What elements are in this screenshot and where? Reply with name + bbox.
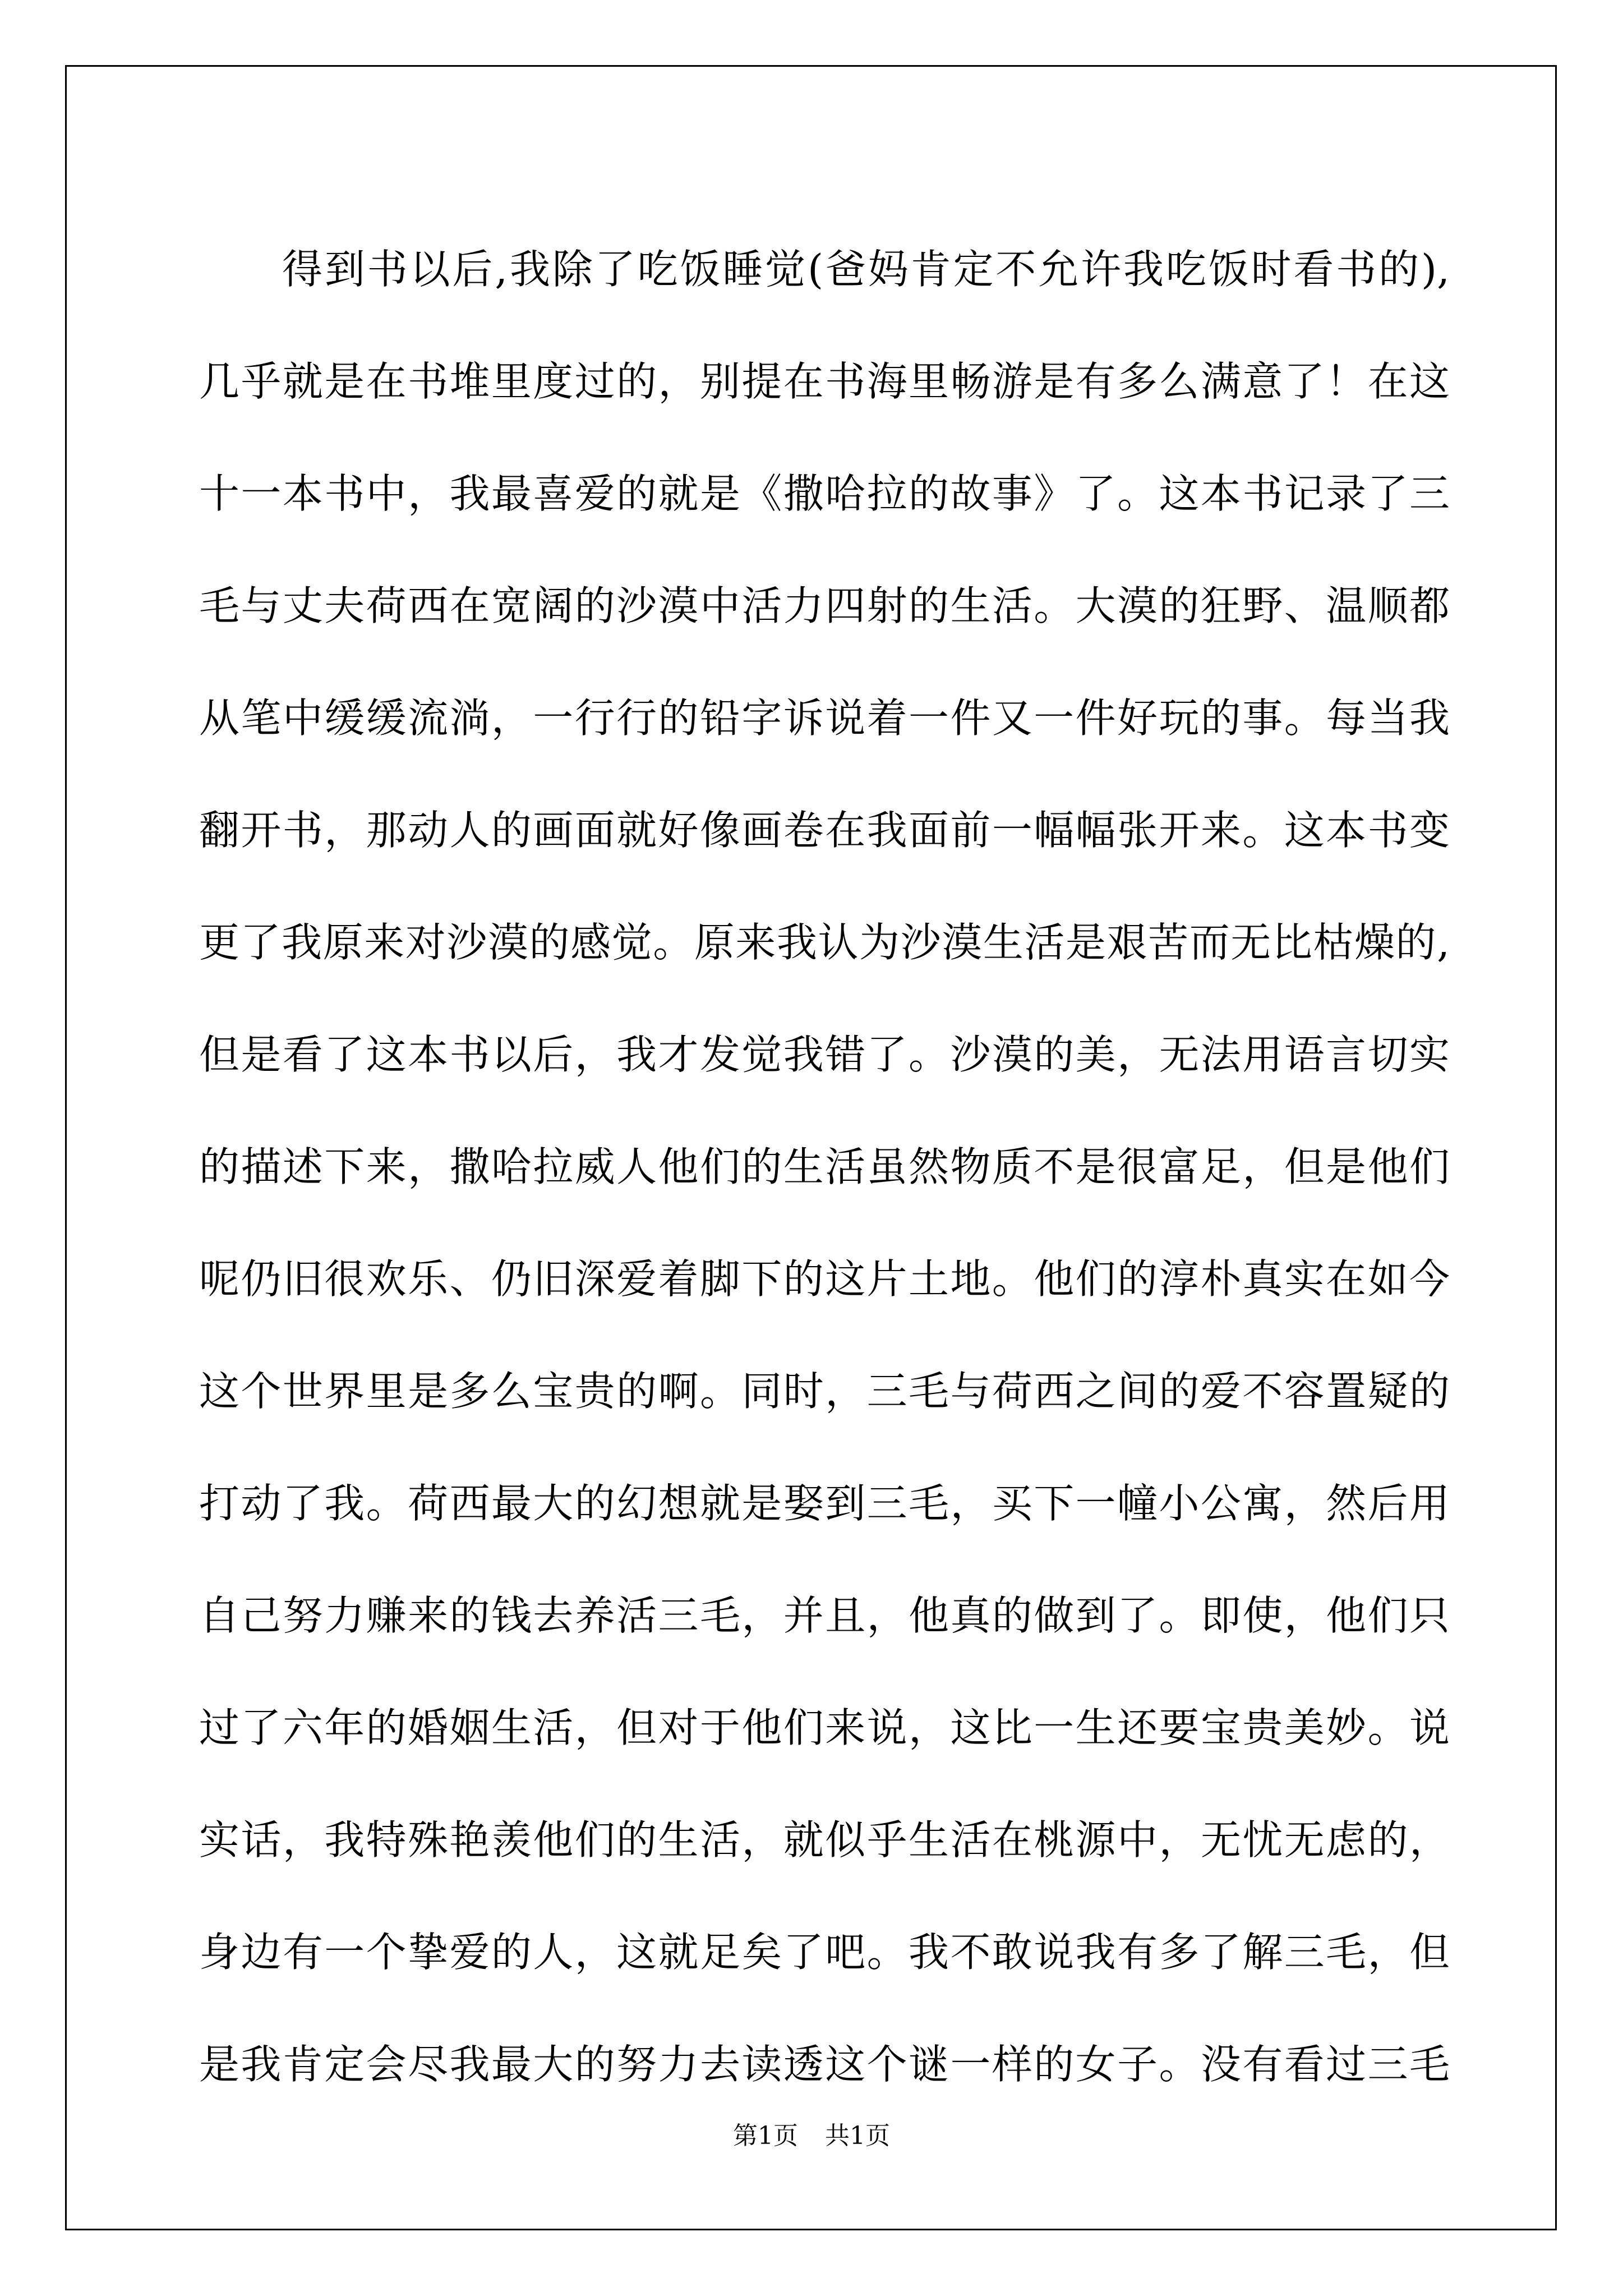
paragraph-line: 从笔中缓缓流淌，一行行的铅字诉说着一件又一件好玩的事。每当我 — [199, 694, 1450, 742]
paragraph-line: 十一本书中，我最喜爱的就是《撒哈拉的故事》了。这本书记录了三 — [199, 470, 1450, 517]
paragraph-line: 身边有一个挚爱的人，这就足矣了吧。我不敢说我有多了解三毛，但 — [199, 1929, 1450, 1976]
paragraph-line: 得到书以后,我除了吃饭睡觉(爸妈肯定不允许我吃饭时看书的), — [282, 246, 1450, 293]
paragraph-line: 翻开书，那动人的画面就好像画卷在我面前一幅幅张开来。这本书变 — [199, 807, 1450, 854]
page-footer — [0, 2119, 1623, 2153]
paragraph-line: 实话，我特殊艳羡他们的生活，就似乎生活在桃源中，无忧无虑的， — [199, 1816, 1450, 1864]
paragraph-line: 几乎就是在书堆里度过的，别提在书海里畅游是有多么满意了！在这 — [199, 358, 1450, 405]
paragraph-line: 这个世界里是多么宝贵的啊。同时，三毛与荷西之间的爱不容置疑的 — [199, 1368, 1450, 1415]
paragraph-line: 的描述下来，撒哈拉威人他们的生活虽然物质不是很富足，但是他们 — [199, 1143, 1450, 1190]
paragraph-line: 打动了我。荷西最大的幻想就是娶到三毛，买下一幢小公寓，然后用 — [199, 1480, 1450, 1527]
paragraph-line: 过了六年的婚姻生活，但对于他们来说，这比一生还要宝贵美妙。说 — [199, 1704, 1450, 1751]
page-total: 共1页 — [825, 2122, 890, 2150]
document-body — [199, 213, 1450, 2120]
paragraph-line: 更了我原来对沙漠的感觉。原来我认为沙漠生活是艰苦而无比枯燥的, — [199, 919, 1450, 966]
paragraph-line: 是我肯定会尽我最大的努力去读透这个谜一样的女子。没有看过三毛 — [199, 2041, 1450, 2088]
paragraph-line: 毛与丈夫荷西在宽阔的沙漠中活力四射的生活。大漠的狂野、温顺都 — [199, 582, 1450, 629]
page-number: 第1页 — [733, 2122, 798, 2150]
paragraph-line: 自己努力赚来的钱去养活三毛，并且，他真的做到了。即使，他们只 — [199, 1592, 1450, 1639]
paragraph-line: 但是看了这本书以后，我才发觉我错了。沙漠的美，无法用语言切实 — [199, 1031, 1450, 1078]
paragraph-line: 呢仍旧很欢乐、仍旧深爱着脚下的这片土地。他们的淳朴真实在如今 — [199, 1255, 1450, 1303]
